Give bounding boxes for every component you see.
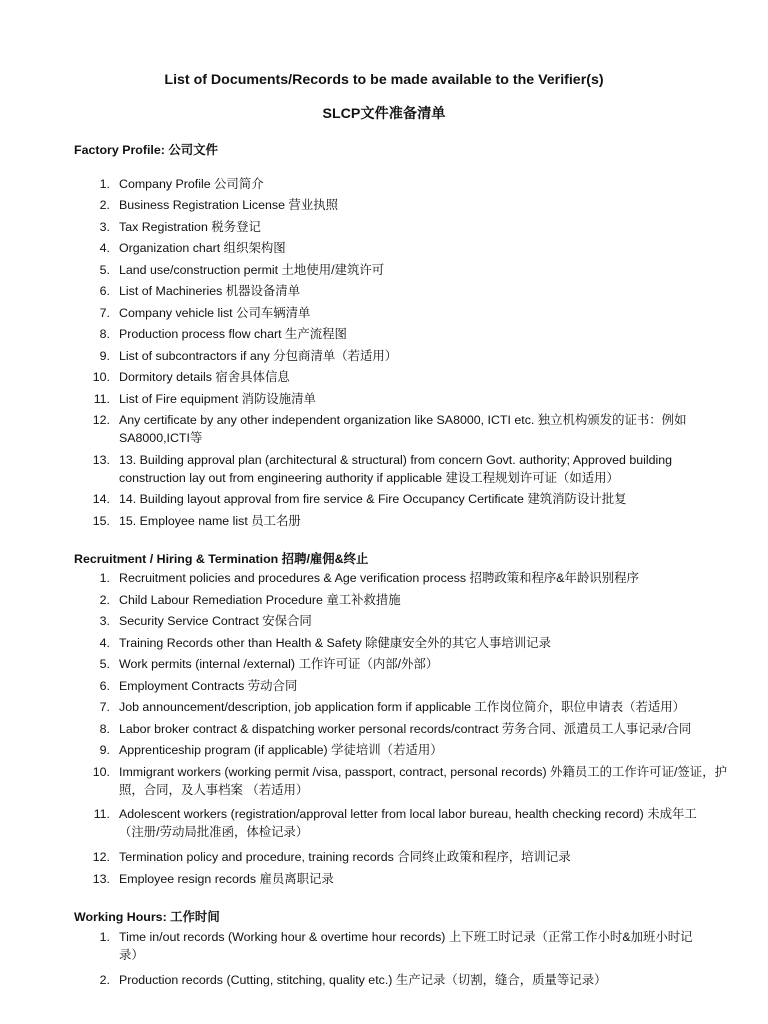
document-page: List of Documents/Records to be made available to the Verifier(s) SLCP文件准备清单 Factory Profile: 公司文件 1. Company Profile 公司简介 2. Business Registration License 营业执照 3. Tax Registration 税务登记 4. Organization chart 组织架构图 5. Land use/construction permit 土地使用/建筑许可 6. List of Machineries 机器设备清单 7. Company vehicle list 公司车辆清单 8. Production process flow chart 生产流程图 9. List of subcontractors if any 分包商清单（若适用） 10. Dormitory details 宿舍具体信息 11. List of Fire equipment 消防设施清单 12. Any certificate by any other independent organization like SA8000, ICTI etc. 独立机构颁发的证书：例如SA8000,ICTI等 13. 13. Building approval plan (architectural & structural) from concern Govt. authority; Approved building construction lay out from engineering authority if applicable 建设工程规划许可证（如适用） 14. 14. Building layout approval from fire service & Fire Occupancy Certificate 建筑消防设计批复 15. 15. Employee name list 员工名册 Recruitment / Hiring & Termination 招聘/雇佣&终止 1. Recruitment policies and procedures & Age verification process 招聘政策和程序&年龄识别程序 2. Child Labour Remediation Procedure 童工补救措施 3. Security Service Contract 安保合同 4. Training Records other than Health & Safety 除健康安全外的其它人事培训记录 5. Work permits (internal /external) 工作许可证（内部/外部） 6. Employment Contracts 劳动合同 7. Job announcement/description, job application form if applicable 工作岗位简介，职位申请表（若适用） 8. Labor broker contract & dispatching worker personal records/contract 劳务合同、派遣员工人事记录/合同 9. Apprenticeship program (if applicable) 学徒培训（若适用） 10. Immigrant workers (working permit /visa, passport, contract, personal records) 外籍员工的工作许可证/签证，护照，合同，及人事档案 （若适用） 11. Adolescent workers (registration/approval letter from local labor bureau, health checking record) 未成年工（注册/劳动局批准函，体检记录） 12. Termination policy and procedure, training records 合同终止政策和程序，培训记录 13. Employee resign records 雇员离职记录 Working Hours: 工作时间 1. Time in/out records (Working hour & overtime hour records) 上下班工时记录（正常工作小时&加班小时记录） 2. Production records (Cutting, stitching, quality etc.) 生产记录（切割，缝合，质量等记录） xyxy=(0,0,768,1024)
section-heading-recruitment: Recruitment / Hiring & Termination 招聘/雇佣&终止 xyxy=(74,552,369,566)
document-title: List of Documents/Records to be made available to the Verifier(s) xyxy=(164,72,604,88)
section-heading-working-hours: Working Hours: 工作时间 xyxy=(74,910,220,924)
section-heading-factory-profile: Factory Profile: 公司文件 xyxy=(74,143,218,157)
document-subtitle: SLCP文件准备清单 xyxy=(322,106,446,122)
